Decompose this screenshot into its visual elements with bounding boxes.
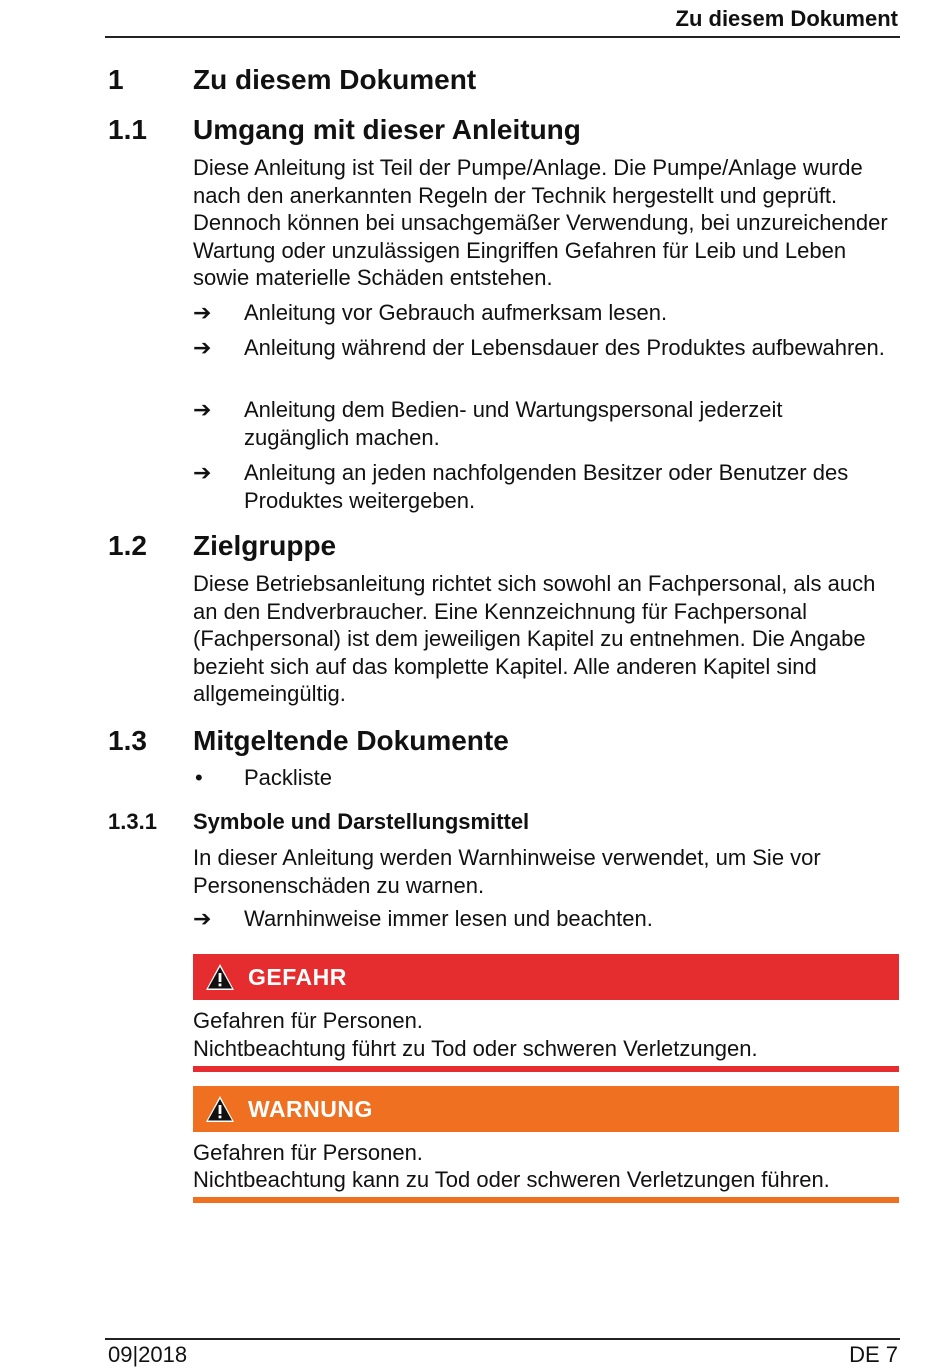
bullet-dot-icon: • (195, 765, 203, 790)
list-item-text: Packliste (244, 765, 333, 790)
warning-text-1: Gefahren für Personen. (193, 1140, 423, 1165)
footer-date: 09|2018 (108, 1342, 188, 1367)
section-1-2-body: Diese Betriebsanleitung richtet sich sowohl an Fachpersonal, als auch an den Endverbraucher. Eine Kennzeichnung für Fachpersonal (Fachpersonal) ist dem jeweiligen Kapitel zu entnehmen. Die Angabe bezieht sich auf das komplette Kapitel. Alle anderen Kapitel sind allgemeingültig. (193, 571, 876, 706)
section-1-3-1-heading (108, 809, 529, 835)
list-item (193, 764, 893, 792)
section-title: Zielgruppe (193, 530, 337, 561)
arrow-icon: ➔ (193, 906, 212, 931)
warning-banner (193, 1086, 899, 1132)
section-1-1-heading (108, 114, 581, 146)
section-1-2-heading (108, 530, 336, 562)
section-number: 1.1 (108, 114, 147, 145)
page-header-title: Zu diesem Dokument (675, 6, 898, 31)
arrow-icon: ➔ (193, 300, 212, 325)
section-title: Umgang mit dieser Anleitung (193, 114, 581, 145)
warning-bottom-line (193, 1197, 899, 1203)
danger-banner (193, 954, 899, 1000)
section-title: Mitgeltende Dokumente (193, 725, 509, 756)
warning-label: WARNUNG (248, 1096, 373, 1122)
bullet-item (193, 299, 893, 327)
section-1-1-body: Diese Anleitung ist Teil der Pumpe/Anlage. Die Pumpe/Anlage wurde nach den anerkannten Regeln der Technik hergestellt und geprüft. Dennoch können bei unsachgemäßer Verwendung, bei unzureichender Wartung oder unzulässigen Eingriffen Gefahren für Leib und Leben sowie materielle Schäden entstehen. (193, 155, 888, 290)
danger-text-2: Nichtbeachtung führt zu Tod oder schweren Verletzungen. (193, 1036, 758, 1061)
bullet-item (193, 396, 893, 451)
section-number: 1 (108, 64, 124, 95)
section-title: Symbole und Darstellungsmittel (193, 809, 530, 834)
section-1-3-1-body: In dieser Anleitung werden Warnhinweise verwendet, um Sie vor Personenschäden zu warnen. (193, 845, 821, 898)
section-number: 1.3 (108, 725, 147, 756)
danger-text-1: Gefahren für Personen. (193, 1008, 423, 1033)
section-number: 1.2 (108, 530, 147, 561)
danger-label: GEFAHR (248, 964, 347, 990)
bullet-text: Anleitung an jeden nachfolgenden Besitzer oder Benutzer des Produktes weitergeben. (244, 460, 849, 513)
arrow-icon: ➔ (193, 335, 212, 360)
section-1-heading (108, 64, 476, 96)
header-rule (105, 36, 900, 38)
bullet-item (193, 905, 893, 933)
bullet-text: Anleitung vor Gebrauch aufmerksam lesen. (244, 300, 668, 325)
warning-triangle-icon (205, 963, 235, 991)
warning-triangle-icon (205, 1095, 235, 1123)
bullet-text: Anleitung dem Bedien- und Wartungspersonal jederzeit zugänglich machen. (244, 397, 783, 450)
arrow-icon: ➔ (193, 397, 212, 422)
bullet-text: Warnhinweise immer lesen und beachten. (244, 906, 653, 931)
warning-text-2: Nichtbeachtung kann zu Tod oder schweren Verletzungen führen. (193, 1167, 830, 1192)
bullet-item (193, 334, 893, 362)
section-number: 1.3.1 (108, 809, 157, 834)
bullet-item (193, 459, 893, 514)
section-1-3-heading (108, 725, 509, 757)
footer-page-number: DE 7 (849, 1342, 898, 1367)
footer-rule (105, 1338, 900, 1340)
section-title: Zu diesem Dokument (193, 64, 477, 95)
arrow-icon: ➔ (193, 460, 212, 485)
bullet-text: Anleitung während der Lebensdauer des Produktes aufbewahren. (244, 335, 885, 360)
danger-bottom-line (193, 1066, 899, 1072)
